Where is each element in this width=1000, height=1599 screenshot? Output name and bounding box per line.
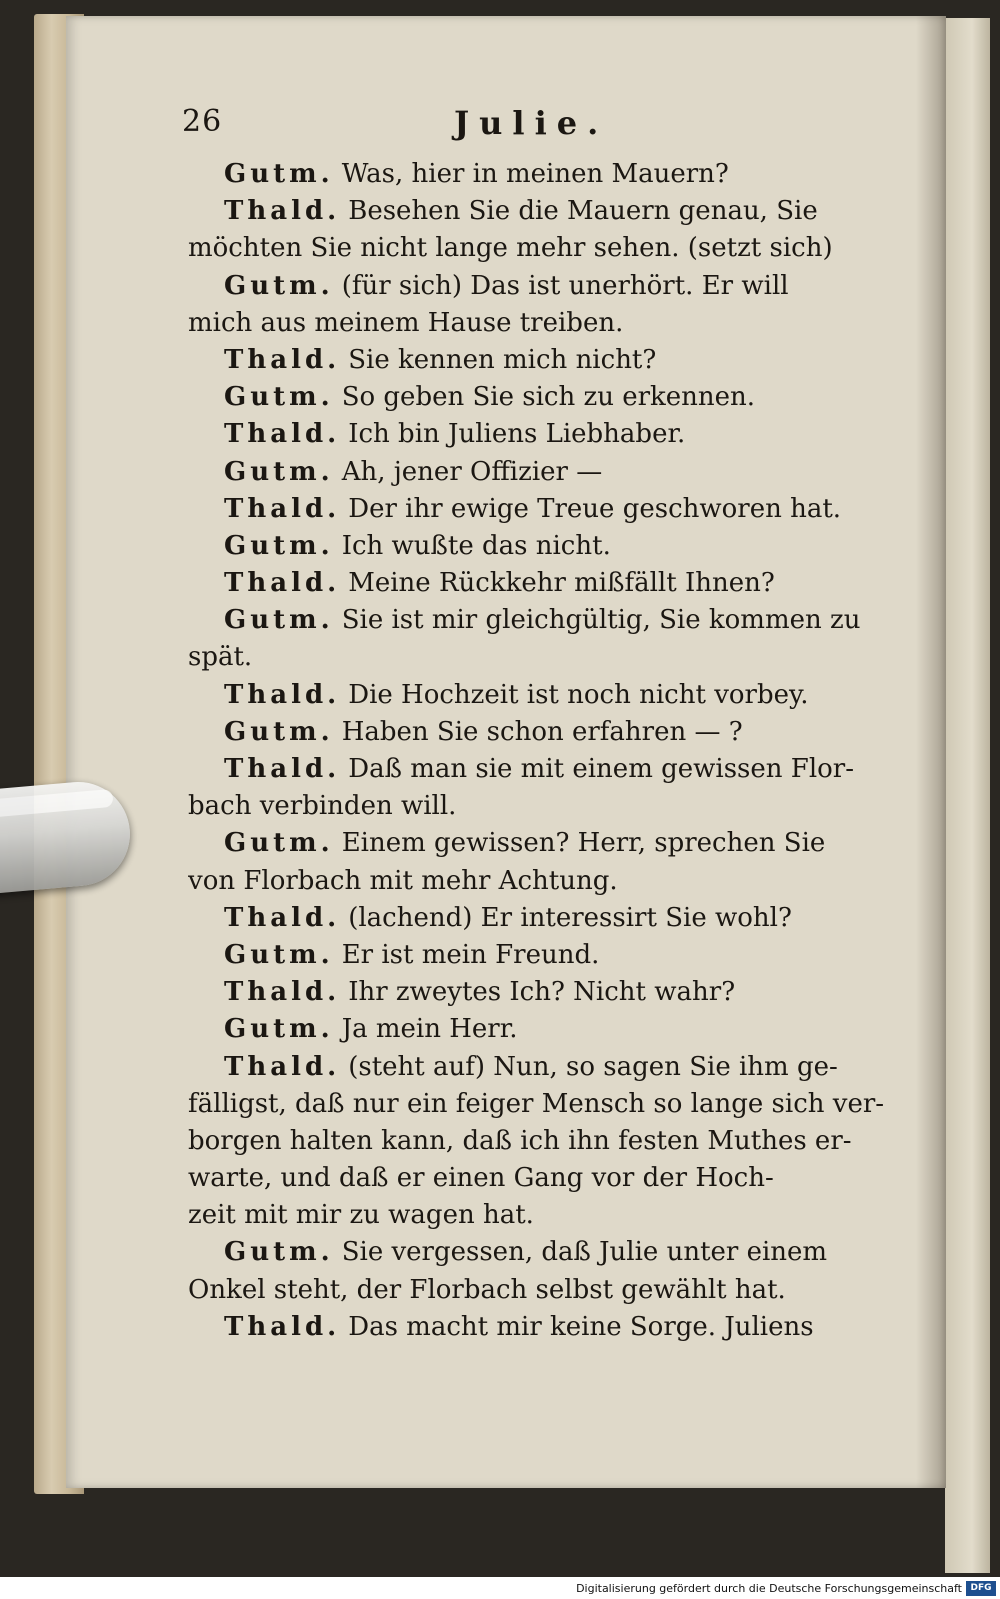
line-text: spät. — [188, 642, 253, 673]
line-text: Die Hochzeit ist noch nicht vorbey. — [348, 679, 809, 710]
line-text: zeit mit mir zu wagen hat. — [188, 1200, 534, 1231]
speaker-name: Gutm. — [224, 159, 334, 189]
text-line — [188, 156, 933, 193]
speaker-name: Gutm. — [224, 605, 334, 636]
line-text: Einem gewissen? Herr, sprechen Sie — [341, 828, 826, 859]
footer-bar — [0, 1577, 1000, 1599]
text-line — [188, 342, 933, 379]
text-line — [188, 565, 933, 602]
text-line — [188, 1123, 933, 1160]
line-text: Haben Sie schon erfahren — ? — [341, 716, 743, 747]
text-line — [188, 416, 933, 453]
text-line — [188, 825, 933, 862]
line-text: Onkel steht, der Florbach selbst gewählt hat. — [188, 1274, 786, 1305]
speaker-name: Gutm. — [224, 530, 334, 561]
line-text: möchten Sie nicht lange mehr sehen. (setzt sich) — [188, 233, 833, 264]
speaker-name: Gutm. — [224, 828, 334, 859]
text-line — [188, 230, 933, 267]
text-line — [188, 528, 933, 565]
speaker-name: Thald. — [224, 344, 341, 375]
line-text: Sie vergessen, daß Julie unter einem — [341, 1237, 828, 1268]
text-line — [188, 602, 933, 639]
text-line — [188, 305, 933, 342]
text-line — [188, 1197, 933, 1234]
dialogue-text — [188, 156, 933, 1346]
line-text: mich aus meinem Hause treiben. — [188, 307, 624, 338]
speaker-name: Thald. — [224, 568, 341, 599]
text-line — [188, 751, 933, 788]
line-text: (steht auf) Nun, so sagen Sie ihm ge- — [348, 1051, 838, 1082]
line-text: Was, hier in meinen Mauern? — [341, 159, 729, 189]
line-text: Er ist mein Freund. — [341, 939, 600, 970]
text-line — [188, 863, 933, 900]
text-line — [188, 900, 933, 937]
footer-credit: Digitalisierung gefördert durch die Deutsche Forschungsgemeinschaft — [576, 1582, 962, 1595]
text-line — [188, 1309, 933, 1346]
speaker-name: Thald. — [224, 902, 341, 933]
line-text: Ihr zweytes Ich? Nicht wahr? — [348, 977, 736, 1008]
speaker-name: Thald. — [224, 493, 341, 524]
line-text: Ich bin Juliens Liebhaber. — [348, 419, 686, 450]
line-text: So geben Sie sich zu erkennen. — [341, 382, 756, 413]
text-line — [188, 1234, 933, 1271]
text-line — [188, 193, 933, 230]
text-line — [188, 937, 933, 974]
text-line — [188, 677, 933, 714]
speaker-name: Thald. — [224, 754, 341, 784]
speaker-name: Gutm. — [224, 456, 334, 487]
line-text: Ich wußte das nicht. — [341, 530, 611, 561]
speaker-name: Thald. — [224, 679, 341, 710]
line-text: Das macht mir keine Sorge. Juliens — [348, 1311, 814, 1342]
line-text: Besehen Sie die Mauern genau, Sie — [348, 196, 818, 227]
text-line — [188, 1160, 933, 1197]
line-text: Ja mein Herr. — [341, 1014, 518, 1045]
text-line — [188, 268, 933, 305]
text-line — [188, 1011, 933, 1048]
line-text: warte, und daß er einen Gang vor der Hoch- — [188, 1163, 774, 1194]
speaker-name: Thald. — [224, 977, 341, 1008]
text-line — [188, 639, 933, 676]
line-text: (lachend) Er interessirt Sie wohl? — [348, 902, 792, 933]
line-text: Der ihr ewige Treue geschworen hat. — [348, 493, 842, 524]
line-text: von Florbach mit mehr Achtung. — [188, 865, 618, 896]
running-title: Julie. — [454, 104, 609, 142]
speaker-name: Gutm. — [224, 1014, 334, 1045]
page-content — [66, 16, 946, 1488]
line-text: Ah, jener Offizier — — [341, 456, 603, 487]
line-text: bach verbinden will. — [188, 791, 457, 822]
speaker-name: Thald. — [224, 1051, 341, 1082]
speaker-name: Thald. — [224, 196, 341, 227]
text-line — [188, 491, 933, 528]
page-number: 26 — [182, 104, 223, 139]
line-text: Daß man sie mit einem gewissen Flor- — [348, 754, 855, 784]
speaker-name: Thald. — [224, 419, 341, 450]
speaker-name: Gutm. — [224, 716, 334, 747]
text-line — [188, 714, 933, 751]
facing-page-edge — [945, 18, 990, 1573]
speaker-name: Thald. — [224, 1311, 341, 1342]
speaker-name: Gutm. — [224, 1237, 334, 1268]
line-text: Sie ist mir gleichgültig, Sie kommen zu — [341, 605, 861, 636]
line-text: (für sich) Das ist unerhört. Er will — [341, 270, 789, 301]
book-page — [66, 16, 946, 1488]
speaker-name: Gutm. — [224, 270, 334, 301]
speaker-name: Gutm. — [224, 939, 334, 970]
dfg-logo: DFG — [966, 1581, 996, 1596]
text-line — [188, 974, 933, 1011]
line-text: borgen halten kann, daß ich ihn festen Muthes er- — [188, 1125, 852, 1156]
line-text: Meine Rückkehr mißfällt Ihnen? — [348, 568, 775, 599]
line-text: Sie kennen mich nicht? — [348, 344, 657, 375]
text-line — [188, 379, 933, 416]
text-line — [188, 788, 933, 825]
page-header — [66, 104, 946, 144]
text-line — [188, 454, 933, 491]
text-line — [188, 1086, 933, 1123]
line-text: fälligst, daß nur ein feiger Mensch so lange sich ver- — [188, 1088, 885, 1119]
text-line — [188, 1272, 933, 1309]
speaker-name: Gutm. — [224, 382, 334, 413]
text-line — [188, 1049, 933, 1086]
